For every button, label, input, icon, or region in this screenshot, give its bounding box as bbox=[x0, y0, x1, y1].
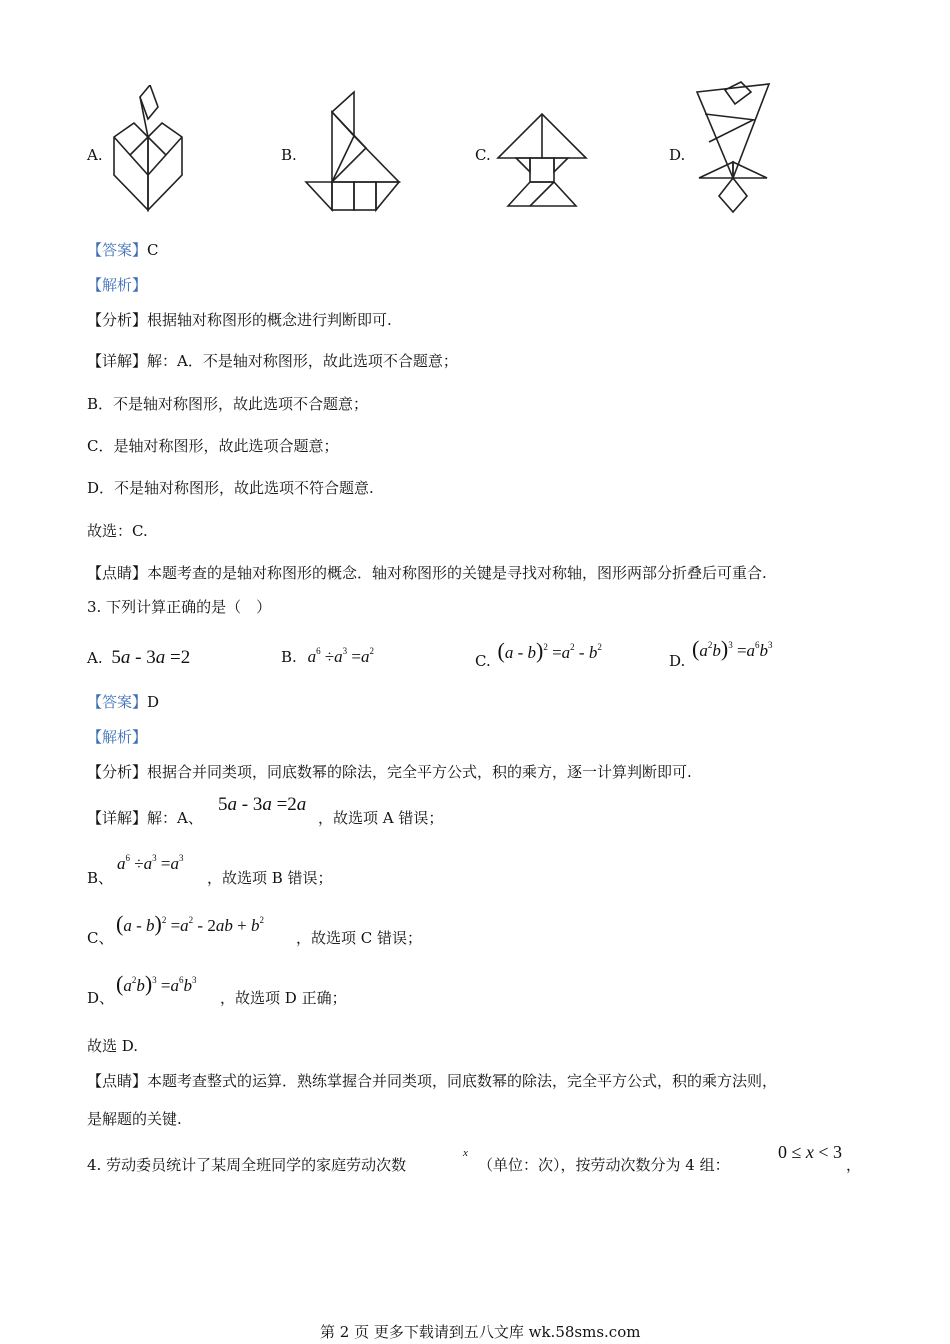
q3-answer: D bbox=[147, 693, 160, 711]
q3-detail-c-prefix: C、 bbox=[87, 929, 114, 947]
q2-answer-tag: 【答案】 bbox=[87, 241, 148, 259]
q3-detail-b-prefix: B、 bbox=[87, 869, 114, 887]
q4-stem-end: ， bbox=[846, 1156, 862, 1174]
tangram-rabbit-icon bbox=[304, 90, 404, 214]
q2-detail-a: 解：A．不是轴对称图形，故此选项不合题意； bbox=[147, 352, 458, 370]
q3-option-b-label: B. bbox=[281, 648, 297, 666]
q2-comment: 本题考查的是轴对称图形的概念．轴对称图形的关键是寻找对称轴，图形两部分折叠后可重合. bbox=[147, 564, 767, 582]
q3-answer-tag: 【答案】 bbox=[87, 693, 148, 711]
q3-option-c bbox=[475, 638, 602, 670]
q3-detail-a-formula: 5a - 3a =2a bbox=[218, 794, 307, 815]
q3-detail-a-prefix: 解：A、 bbox=[147, 809, 203, 827]
q3-option-d-label: D. bbox=[669, 652, 686, 670]
q3-conclusion: 故选 D. bbox=[87, 1037, 139, 1055]
q2-detail-line bbox=[87, 354, 458, 369]
tangram-apple-icon bbox=[110, 85, 186, 215]
q4-stem-part1: 4. 劳动委员统计了某周全班同学的家庭劳动次数 bbox=[87, 1156, 407, 1174]
q3-answer-line bbox=[87, 695, 159, 710]
q3-detail-tag: 【详解】 bbox=[87, 809, 148, 827]
q2-detail-c: C．是轴对称图形，故此选项合题意； bbox=[87, 437, 339, 455]
q2-detail-b: B．不是轴对称图形，故此选项不合题意； bbox=[87, 395, 369, 413]
q3-comment-line bbox=[87, 1074, 777, 1089]
q3-comment-line1: 本题考查整式的运算．熟练掌握合并同类项，同底数幂的除法，完全平方公式，积的乘方法则， bbox=[147, 1072, 778, 1090]
q3-option-a bbox=[87, 648, 190, 667]
q2-detail-d: D．不是轴对称图形，故此选项不符合题意. bbox=[87, 479, 374, 497]
q3-option-b-formula: $a^6 \div a^3 =a^2$ bbox=[307, 646, 375, 666]
q2-fenxi-line bbox=[87, 313, 392, 328]
q3-comment-line2: 是解题的关键. bbox=[87, 1110, 182, 1128]
q2-fenxi: 根据轴对称图形的概念进行判断即可. bbox=[147, 311, 392, 329]
q3-detail-c-suffix: ，故选项 C 错误； bbox=[296, 929, 423, 947]
q3-detail-b-formula: $a^6 \div a^3 =a^3$ bbox=[117, 853, 184, 873]
q3-fenxi-line bbox=[87, 765, 692, 780]
q3-detail-a-suffix: ，故选项 A 错误； bbox=[318, 809, 444, 827]
q3-analysis-tag: 【解析】 bbox=[87, 728, 148, 746]
tangram-table-icon bbox=[496, 112, 588, 210]
q3-detail-a-line bbox=[87, 811, 203, 826]
q2-answer: C bbox=[147, 241, 159, 259]
figure-label-a: A. bbox=[87, 146, 103, 164]
q3-option-d bbox=[669, 636, 773, 670]
q3-detail-b-suffix: ，故选项 B 错误； bbox=[207, 869, 333, 887]
figure-label-b: B. bbox=[281, 146, 297, 164]
q4-variable-x: x bbox=[463, 1147, 468, 1159]
q3-option-c-formula: $(a - b)^2 =a^2 - b^2$ bbox=[497, 638, 602, 663]
page-footer: 第 2 页 更多下载请到五八文库 wk.58sms.com bbox=[320, 1323, 641, 1341]
q4-range-formula: 0 ≤ x < 3 bbox=[778, 1142, 843, 1162]
q4-stem-part2: （单位：次），按劳动次数分为 4 组： bbox=[478, 1156, 730, 1174]
q2-analysis-tag: 【解析】 bbox=[87, 276, 148, 294]
q3-stem: 3. 下列计算正确的是（ ） bbox=[87, 598, 272, 616]
figure-label-c: C. bbox=[475, 146, 491, 164]
q2-fenxi-tag: 【分析】 bbox=[87, 311, 148, 329]
q3-option-c-label: C. bbox=[475, 652, 491, 670]
q2-conclusion: 故选：C. bbox=[87, 522, 148, 540]
q2-comment-line bbox=[87, 566, 767, 581]
q3-option-a-label: A. bbox=[87, 649, 103, 667]
q3-detail-c-formula: $(a - b)^2 =a^2 - 2ab + b^2$ bbox=[116, 911, 264, 936]
q2-detail-tag: 【详解】 bbox=[87, 352, 148, 370]
q2-answer-line bbox=[87, 243, 159, 258]
q3-option-d-formula: $(a^2b)^3 =a^6b^3$ bbox=[692, 636, 773, 661]
q3-fenxi-tag: 【分析】 bbox=[87, 763, 148, 781]
q3-detail-d-suffix: ，故选项 D 正确； bbox=[220, 989, 347, 1007]
q3-comment-tag: 【点睛】 bbox=[87, 1072, 148, 1090]
q2-comment-tag: 【点睛】 bbox=[87, 564, 148, 582]
tangram-flower-icon bbox=[695, 80, 775, 216]
q3-option-b bbox=[281, 648, 374, 665]
q3-fenxi: 根据合并同类项，同底数幂的除法，完全平方公式，积的乘方，逐一计算判断即可. bbox=[147, 763, 692, 781]
q3-option-a-formula: 5a - 3a =2 bbox=[111, 647, 191, 668]
q3-detail-d-formula: $(a^2b)^3 =a^6b^3$ bbox=[116, 971, 197, 996]
q3-detail-d-prefix: D、 bbox=[87, 989, 115, 1007]
figure-label-d: D. bbox=[669, 146, 686, 164]
